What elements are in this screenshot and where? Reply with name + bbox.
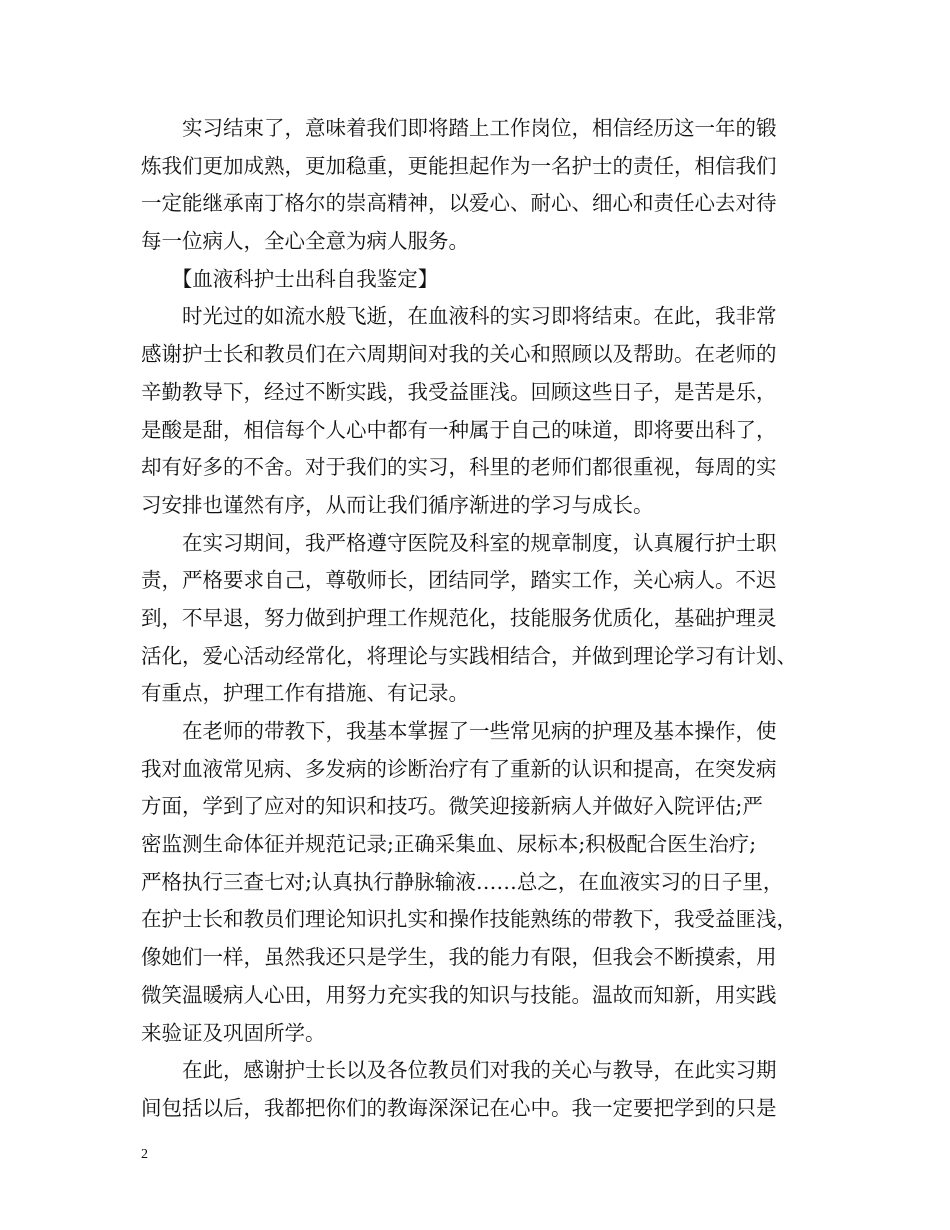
document-body — [141, 110, 821, 1128]
text-line: 密监测生命体征并规范记录;正确采集血、尿标本;积极配合医生治疗; — [141, 832, 757, 857]
text-line: 在实习期间，我严格遵守医院及科室的规章制度，认真履行护士职 — [141, 530, 777, 555]
text-line: 活化，爱心活动经常化，将理论与实践相结合，并做到理论学习有计划、 — [141, 643, 797, 668]
text-line: 到，不早退，努力做到护理工作规范化，技能服务优质化，基础护理灵 — [141, 605, 777, 630]
text-line: 每一位病人，全心全意为病人服务。 — [141, 229, 469, 254]
text-line: 我对血液常见病、多发病的诊断治疗有了重新的认识和提高，在突发病 — [141, 756, 777, 781]
text-line: 辛勤教导下，经过不断实践，我受益匪浅。回顾这些日子，是苦是乐， — [141, 379, 777, 404]
text-line: 微笑温暖病人心田，用努力充实我的知识与技能。温故而知新，用实践 — [141, 982, 777, 1007]
text-line: 有重点，护理工作有措施、有记录。 — [141, 681, 469, 706]
text-line: 感谢护士长和教员们在六周期间对我的关心和照顾以及帮助。在老师的 — [141, 342, 777, 367]
text-line: 责，严格要求自己，尊敬师长，团结同学，踏实工作，关心病人。不迟 — [141, 568, 777, 593]
text-line: 来验证及巩固所学。 — [141, 1020, 326, 1045]
section-heading: 【血液科护士出科自我鉴定】 — [141, 266, 439, 291]
page-number: 2 — [141, 1147, 148, 1162]
text-line: 一定能继承南丁格尔的崇高精神，以爱心、耐心、细心和责任心去对待 — [141, 191, 777, 216]
text-line: 习安排也谨然有序，从而让我们循序渐进的学习与成长。 — [141, 492, 654, 517]
text-line: 炼我们更加成熟，更加稳重，更能担起作为一名护士的责任，相信我们 — [141, 153, 777, 178]
text-line: 间包括以后，我都把你们的教诲深深记在心中。我一定要把学到的只是 — [141, 1095, 777, 1120]
text-line: 方面，学到了应对的知识和技巧。微笑迎接新病人并做好入院评估;严 — [141, 794, 763, 819]
text-line: 实习结束了，意味着我们即将踏上工作岗位，相信经历这一年的锻 — [141, 116, 777, 140]
text-line: 却有好多的不舍。对于我们的实习，科里的老师们都很重视，每周的实 — [141, 455, 777, 480]
text-line: 是酸是甜，相信每个人心中都有一种属于自己的味道，即将要出科了， — [141, 417, 777, 442]
text-line: 时光过的如流水般飞逝，在血液科的实习即将结束。在此，我非常 — [141, 304, 777, 329]
text-line: 在老师的带教下，我基本掌握了一些常见病的护理及基本操作，使 — [141, 719, 777, 743]
text-line: 在护士长和教员们理论知识扎实和操作技能熟练的带教下，我受益匪浅， — [141, 907, 797, 932]
text-line: 在此，感谢护士长以及各位教员们对我的关心与教导，在此实习期 — [141, 1058, 777, 1083]
text-line: 严格执行三查七对;认真执行静脉输液……总之，在血液实习的日子里， — [141, 869, 784, 894]
text-line: 像她们一样，虽然我还只是学生，我的能力有限，但我会不断摸索，用 — [141, 945, 777, 970]
